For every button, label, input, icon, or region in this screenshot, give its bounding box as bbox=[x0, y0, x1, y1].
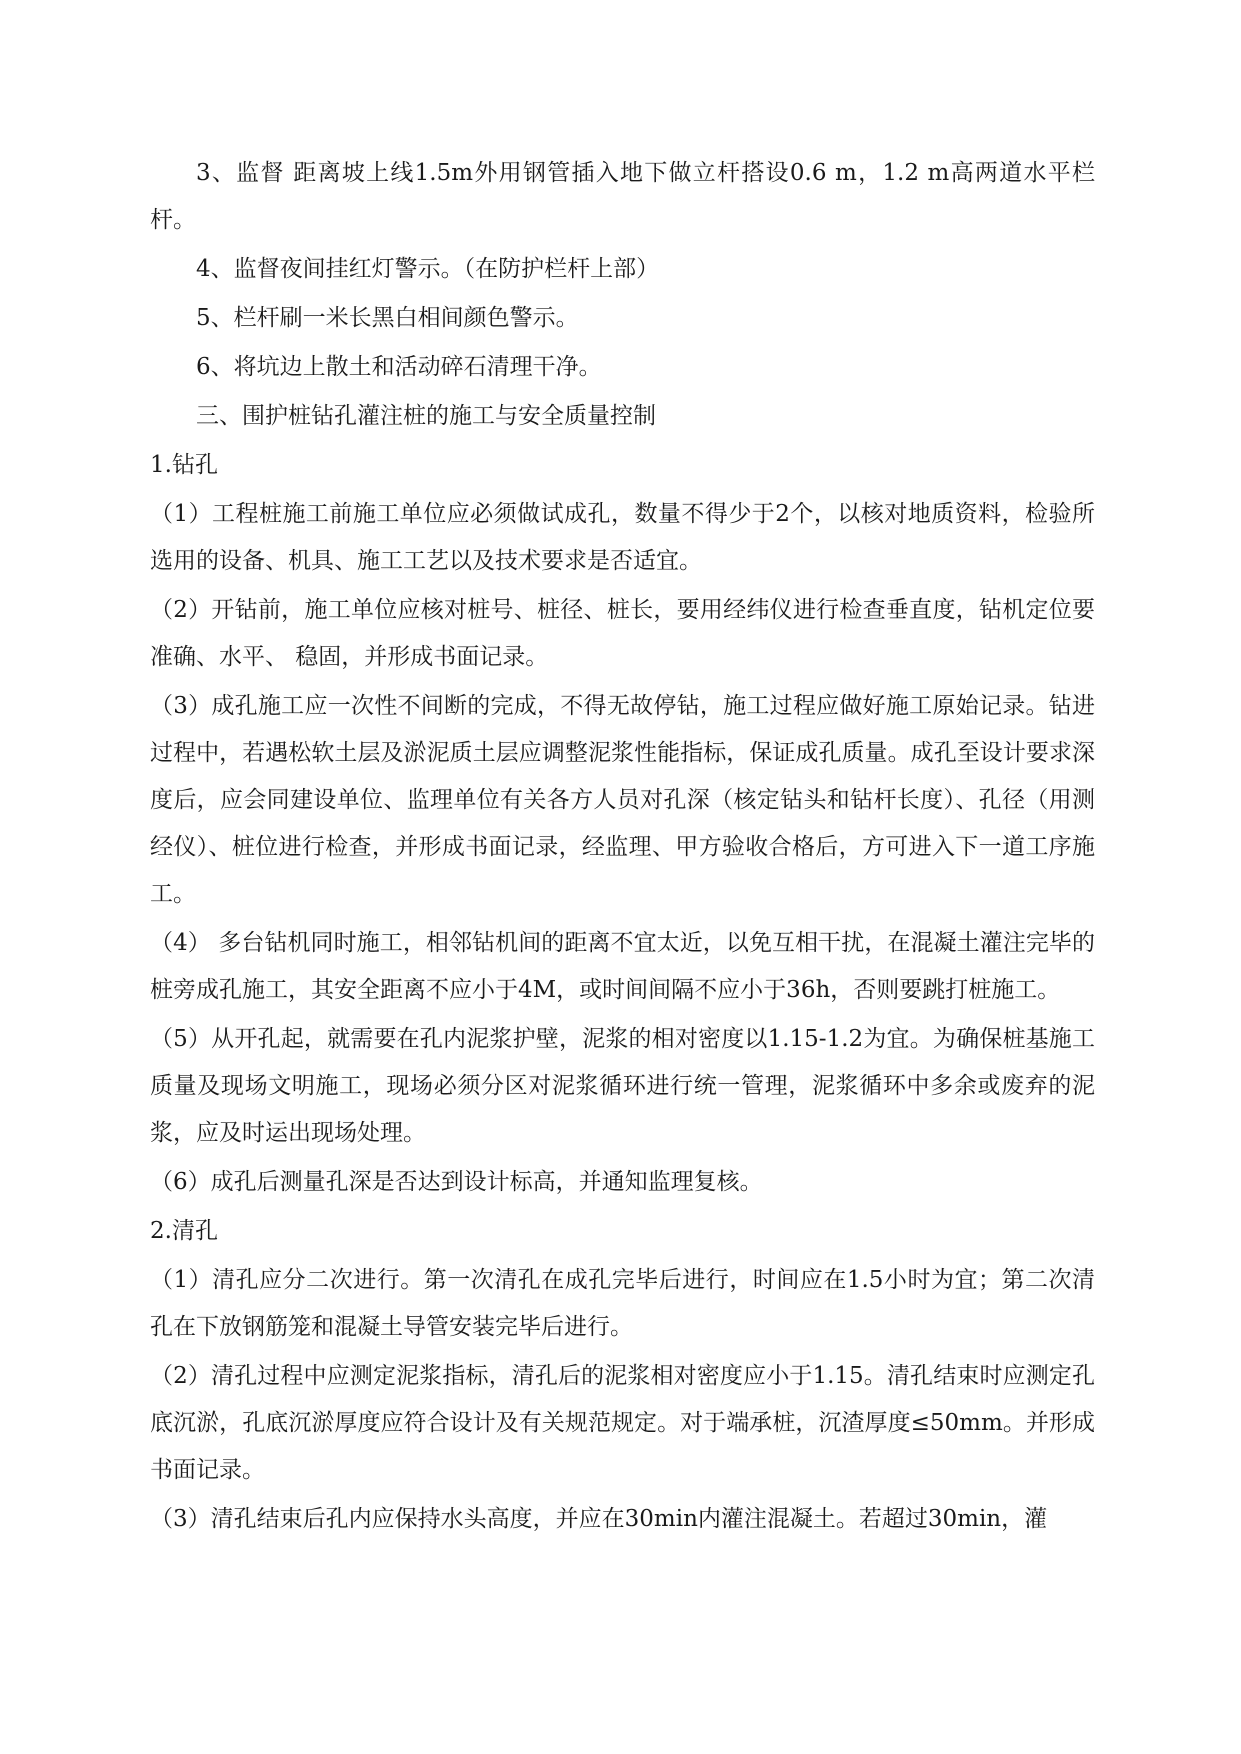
paragraph-item-6: 6、将坑边上散土和活动碎石清理干净。 bbox=[196, 354, 602, 380]
subsection-heading-drilling: 1.钻孔 bbox=[150, 452, 218, 478]
subsection-heading-cleaning: 2.清孔 bbox=[150, 1218, 218, 1244]
document-page bbox=[150, 150, 1095, 1545]
cleaning-item-3: （3）清孔结束后孔内应保持水头高度，并应在30min内灌注混凝土。若超过30min，灌 bbox=[150, 1506, 1048, 1532]
paragraph-item-3: 3、监督 距离坡上线1.5m外用钢管插入地下做立杆搭设0.6 m，1.2 m高两道水平栏杆。 bbox=[150, 160, 1095, 233]
cleaning-item-2: （2）清孔过程中应测定泥浆指标，清孔后的泥浆相对密度应小于1.15。清孔结束时应测定孔底沉淤，孔底沉淤厚度应符合设计及有关规范规定。对于端承桩，沉渣厚度≤50mm。并形成书面记录。 bbox=[150, 1363, 1095, 1483]
drilling-item-2: （2）开钻前，施工单位应核对桩号、桩径、桩长，要用经纬仪进行检查垂直度，钻机定位要准确、水平、 稳固，并形成书面记录。 bbox=[150, 597, 1095, 670]
section-heading-3: 三、围护桩钻孔灌注桩的施工与安全质量控制 bbox=[196, 403, 656, 429]
paragraph-item-5: 5、栏杆刷一米长黑白相间颜色警示。 bbox=[196, 305, 579, 331]
drilling-item-6: （6）成孔后测量孔深是否达到设计标高，并通知监理复核。 bbox=[150, 1169, 763, 1195]
drilling-item-1: （1）工程桩施工前施工单位应必须做试成孔，数量不得少于2个，以核对地质资料，检验所选用的设备、机具、施工工艺以及技术要求是否适宜。 bbox=[150, 501, 1095, 574]
drilling-item-3: （3）成孔施工应一次性不间断的完成，不得无故停钻，施工过程应做好施工原始记录。钻进过程中，若遇松软土层及淤泥质土层应调整泥浆性能指标，保证成孔质量。成孔至设计要求深度后，应会同建设单位、监理单位有关各方人员对孔深（核定钻头和钻杆长度）、孔径（用测经仪）、桩位进行检查，并形成书面记录，经监理、甲方验收合格后，方可进入下一道工序施工。 bbox=[150, 693, 1095, 907]
cleaning-item-1: （1）清孔应分二次进行。第一次清孔在成孔完毕后进行，时间应在1.5小时为宜；第二次清孔在下放钢筋笼和混凝土导管安装完毕后进行。 bbox=[150, 1267, 1095, 1340]
paragraph-item-4: 4、监督夜间挂红灯警示。（在防护栏杆上部） bbox=[196, 256, 660, 282]
drilling-item-5: （5）从开孔起，就需要在孔内泥浆护壁，泥浆的相对密度以1.15-1.2为宜。为确保桩基施工质量及现场文明施工，现场必须分区对泥浆循环进行统一管理，泥浆循环中多余或废弃的泥浆，应及时运出现场处理。 bbox=[150, 1026, 1095, 1146]
drilling-item-4: （4） 多台钻机同时施工，相邻钻机间的距离不宜太近，以免互相干扰，在混凝土灌注完毕的桩旁成孔施工，其安全距离不应小于4M，或时间间隔不应小于36h，否则要跳打桩施工。 bbox=[150, 930, 1095, 1003]
